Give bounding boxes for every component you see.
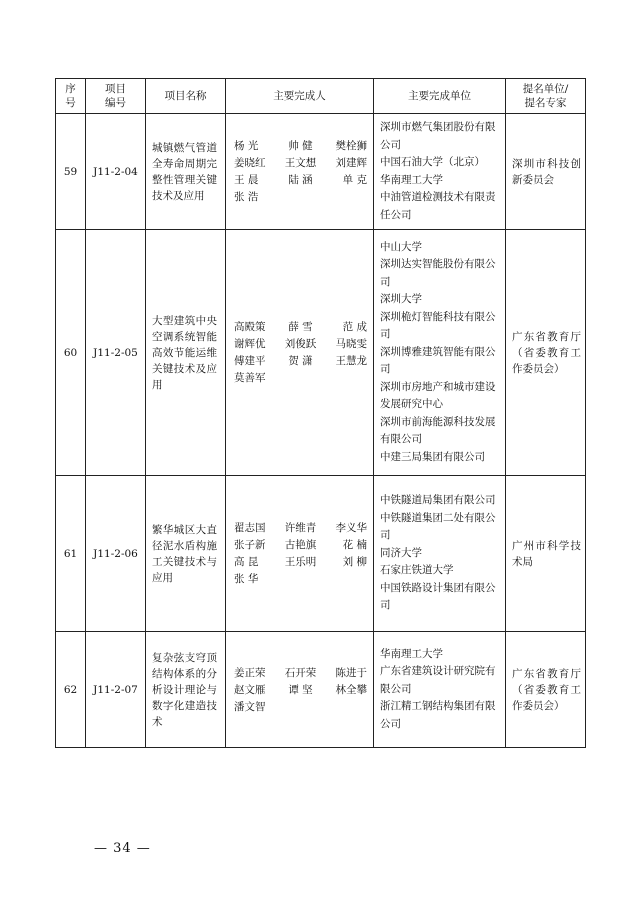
table-row <box>56 632 586 748</box>
person: 翟志国 <box>234 522 266 534</box>
unit: 深圳博雅建筑智能有限公司 <box>380 345 496 376</box>
table-row <box>56 476 586 632</box>
page-number: — 34 — <box>94 841 151 856</box>
person: 马晓雯 <box>335 338 367 350</box>
row-units <box>374 476 506 632</box>
person: 李义华 <box>335 522 367 534</box>
header-persons: 主要完成人 <box>226 79 374 114</box>
person: 范 成 <box>342 321 367 333</box>
row-project-name: 繁华城区大直径泥水盾构施工关键技术与应用 <box>146 476 226 632</box>
header-nominator: 提名单位/ 提名专家 <box>506 79 586 114</box>
header-code: 项目 编号 <box>86 79 146 114</box>
person: 潘文智 <box>234 700 266 713</box>
person: 单 克 <box>342 174 367 186</box>
table-row <box>56 230 586 476</box>
unit: 深圳市燃气集团股份有限公司 <box>380 121 496 151</box>
person: 樊栓狮 <box>335 140 367 152</box>
person: 刘俊跃 <box>284 338 317 350</box>
row-units <box>374 632 506 748</box>
row-seq: 61 <box>56 476 86 632</box>
table-header-row <box>56 79 586 114</box>
person: 王 晨 <box>234 174 259 186</box>
person: 谭 坚 <box>288 683 313 696</box>
person: 王乐明 <box>284 556 317 568</box>
person: 林全攀 <box>335 683 367 696</box>
row-project-name: 城镇燃气管道全寿命周期完整性管理关键技术及应用 <box>146 114 226 230</box>
person: 陆 涵 <box>288 174 313 186</box>
unit: 同济大学 <box>380 546 422 559</box>
person: 花 楠 <box>342 539 367 551</box>
unit: 中国铁路设计集团有限公司 <box>380 581 496 612</box>
unit: 中油管道检测技术有限责任公司 <box>380 191 496 221</box>
row-project-name: 复杂弦支穹顶结构体系的分析设计理论与数字化建造技术 <box>146 632 226 748</box>
row-units <box>374 230 506 476</box>
person: 姜晓红 <box>234 157 266 169</box>
person: 杨 光 <box>234 140 259 152</box>
unit: 华南理工大学 <box>380 647 443 660</box>
row-seq: 59 <box>56 114 86 230</box>
row-code: J11-2-04 <box>86 114 146 230</box>
person: 高殿策 <box>234 321 266 333</box>
unit: 华南理工大学 <box>380 173 443 186</box>
row-nominator: 广州市科学技术局 <box>506 476 586 632</box>
row-seq: 60 <box>56 230 86 476</box>
unit: 深圳桅灯智能科技有限公司 <box>380 310 496 341</box>
header-seq: 序 号 <box>56 79 86 114</box>
unit: 中铁隧道集团二处有限公司 <box>380 511 496 542</box>
row-code: J11-2-05 <box>86 230 146 476</box>
person: 石开荣 <box>284 666 317 679</box>
unit: 中国石油大学（北京） <box>380 156 485 168</box>
row-seq: 62 <box>56 632 86 748</box>
row-nominator: 深圳市科技创新委员会 <box>506 114 586 230</box>
person: 陈进于 <box>335 666 367 679</box>
row-persons <box>226 114 374 230</box>
person: 刘建辉 <box>335 157 367 169</box>
unit: 广东省建筑设计研究院有限公司 <box>380 665 496 695</box>
row-code: J11-2-07 <box>86 632 146 748</box>
row-units <box>374 114 506 230</box>
person: 帅 健 <box>288 140 313 152</box>
table-row <box>56 114 586 230</box>
person: 谢辉优 <box>234 338 266 350</box>
row-persons <box>226 632 374 748</box>
person: 张 浩 <box>234 191 259 203</box>
row-project-name: 大型建筑中央空调系统智能高效节能运维关键技术及应用 <box>146 230 226 476</box>
header-name: 项目名称 <box>146 79 226 114</box>
person: 姜正荣 <box>234 666 266 679</box>
person: 薛 雪 <box>288 321 313 333</box>
unit: 中山大学 <box>380 240 422 253</box>
person: 王慧龙 <box>335 355 367 367</box>
unit: 中建三局集团有限公司 <box>380 450 485 463</box>
unit: 浙江精工钢结构集团有限公司 <box>380 700 496 730</box>
person: 刘 柳 <box>342 556 367 568</box>
unit: 深圳大学 <box>380 293 422 306</box>
person: 张 华 <box>234 573 259 585</box>
unit: 石家庄铁道大学 <box>380 564 454 577</box>
unit: 深圳达实智能股份有限公司 <box>380 258 496 288</box>
person: 王文想 <box>284 157 317 169</box>
unit: 中铁隧道局集团有限公司 <box>380 494 496 507</box>
row-persons <box>226 476 374 632</box>
row-code: J11-2-06 <box>86 476 146 632</box>
header-units: 主要完成单位 <box>374 79 506 114</box>
awards-table <box>55 78 586 748</box>
row-nominator: 广东省教育厅（省委教育工作委员会） <box>506 230 586 476</box>
row-nominator: 广东省教育厅（省委教育工作委员会） <box>506 632 586 748</box>
person: 贺 潇 <box>288 355 313 367</box>
row-persons <box>226 230 374 476</box>
unit: 深圳市前海能源科技发展有限公司 <box>380 415 496 446</box>
person: 傅建平 <box>234 355 266 367</box>
person: 赵文雁 <box>234 683 266 696</box>
person: 莫善军 <box>234 372 266 384</box>
person: 许维青 <box>284 522 317 534</box>
unit: 深圳市房地产和城市建设发展研究中心 <box>380 380 496 411</box>
person: 张子新 <box>234 539 266 551</box>
person: 高 昆 <box>234 556 259 568</box>
person: 古艳旗 <box>284 539 317 551</box>
